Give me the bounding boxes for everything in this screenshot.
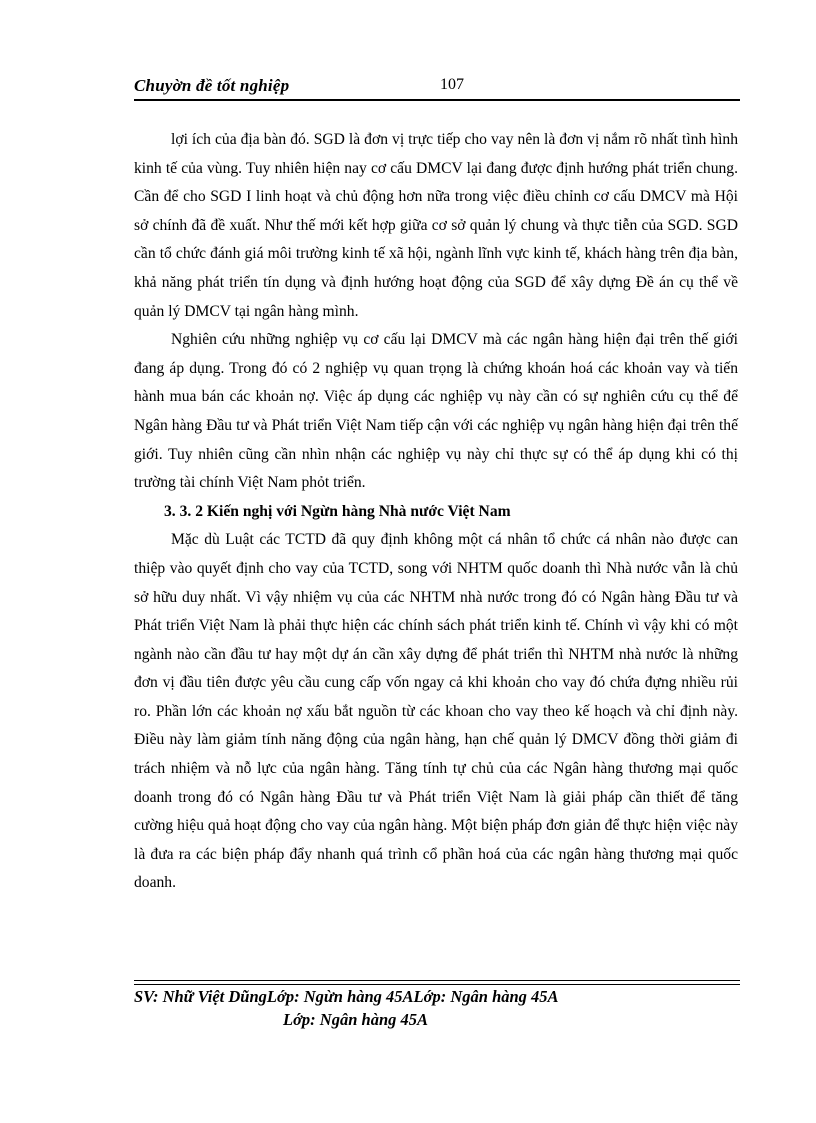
footer-divider [134,980,740,985]
body-paragraph: Mặc dù Luật các TCTD đã quy định không một cá nhân tổ chức cá nhân nào được can thiệp vào quyết định cho vay của TCTD, song với NHTM quốc doanh thì Nhà nước vẫn là chủ sở hữu duy nhất. Vì vậy nhiệm vụ của các NHTM nhà nước trong đó có Ngân hàng Đầu tư và Phát triển Việt Nam là phải thực hiện các chính sách phát triển kinh tế. Chính vì vậy khi có một ngành nào cần đầu tư hay một dự án cần xây dựng để phát triển thì NHTM nhà nước là những đơn vị đầu tiên được yêu cầu cung cấp vốn ngay cả khi khoản cho vay đó chứa đựng nhiều rủi ro. Phần lớn các khoản nợ xấu bắt nguồn từ các khoan cho vay theo kế hoạch và chỉ định này. Điều này làm giảm tính năng động của ngân hàng, hạn chế quản lý DMCV đồng thời giảm đi trách nhiệm và nỗ lực của ngân hàng. Tăng tính tự chủ của các Ngân hàng thương mại quốc doanh trong đó có Ngân hàng Đầu tư và Phát triển Việt Nam là giải pháp cần thiết để tăng cường hiệu quả hoạt động cho vay của ngân hàng. Một biện pháp đơn giản để thực hiện việc này là đưa ra các biện pháp đẩy nhanh quá trình cổ phần hoá của các ngân hàng thương mại quốc doanh. [134,531,738,892]
header-divider [134,99,740,101]
page-body [134,126,738,898]
footer-student-line: SV: Nhữ Việt DũngLớp: Ngừn hàng 45ALớp: Ngân hàng 45A [134,987,559,1006]
body-paragraph: lợi ích của địa bàn đó. SGD là đơn vị trực tiếp cho vay nên là đơn vị nắm rõ nhất tình hình kinh tế của vùng. Tuy nhiên hiện nay cơ cấu DMCV lại đang được định hướng phát triển chung. Cần để cho SGD I linh hoạt và chủ động hơn nữa trong việc điều chỉnh cơ cấu DMCV mà Hội sở chính đã đề xuất. Như thế mới kết hợp giữa cơ sở quản lý chung và thực tiễn của SGD. SGD cần tổ chức đánh giá môi trường kinh tế xã hội, ngành lĩnh vực kinh tế, khách hàng trên địa bàn, khả năng phát triển tín dụng và định hướng hoạt động của SGD để xây dựng Đề án cụ thể về quản lý DMCV tại ngân hàng mình. [134,131,738,320]
body-paragraph: Nghiên cứu những nghiệp vụ cơ cấu lại DMCV mà các ngân hàng hiện đại trên thế giới đang áp dụng. Trong đó có 2 nghiệp vụ quan trọng là chứng khoán hoá các khoản vay và tiến hành mua bán các khoản nợ. Việc áp dụng các nghiệp vụ này cần có sự nghiên cứu cụ thể để Ngân hàng Đầu tư và Phát triển Việt Nam tiếp cận với các nghiệp vụ ngân hàng hiện đại trên thế giới. Tuy nhiên cũng cần nhìn nhận các nghiệp vụ này chỉ thực sự có thể áp dụng khi có thị trường tài chính Việt Nam phỏt triển. [134,331,738,492]
page-number: 107 [440,76,464,93]
footer-class-line: Lớp: Ngân hàng 45A [283,1010,429,1029]
document-title: Chuyờn đề tốt nghiệp [134,76,290,95]
page-header [134,74,740,100]
section-heading: 3. 3. 2 Kiến nghị với Ngừn hàng Nhà nước Việt Nam [164,502,511,520]
